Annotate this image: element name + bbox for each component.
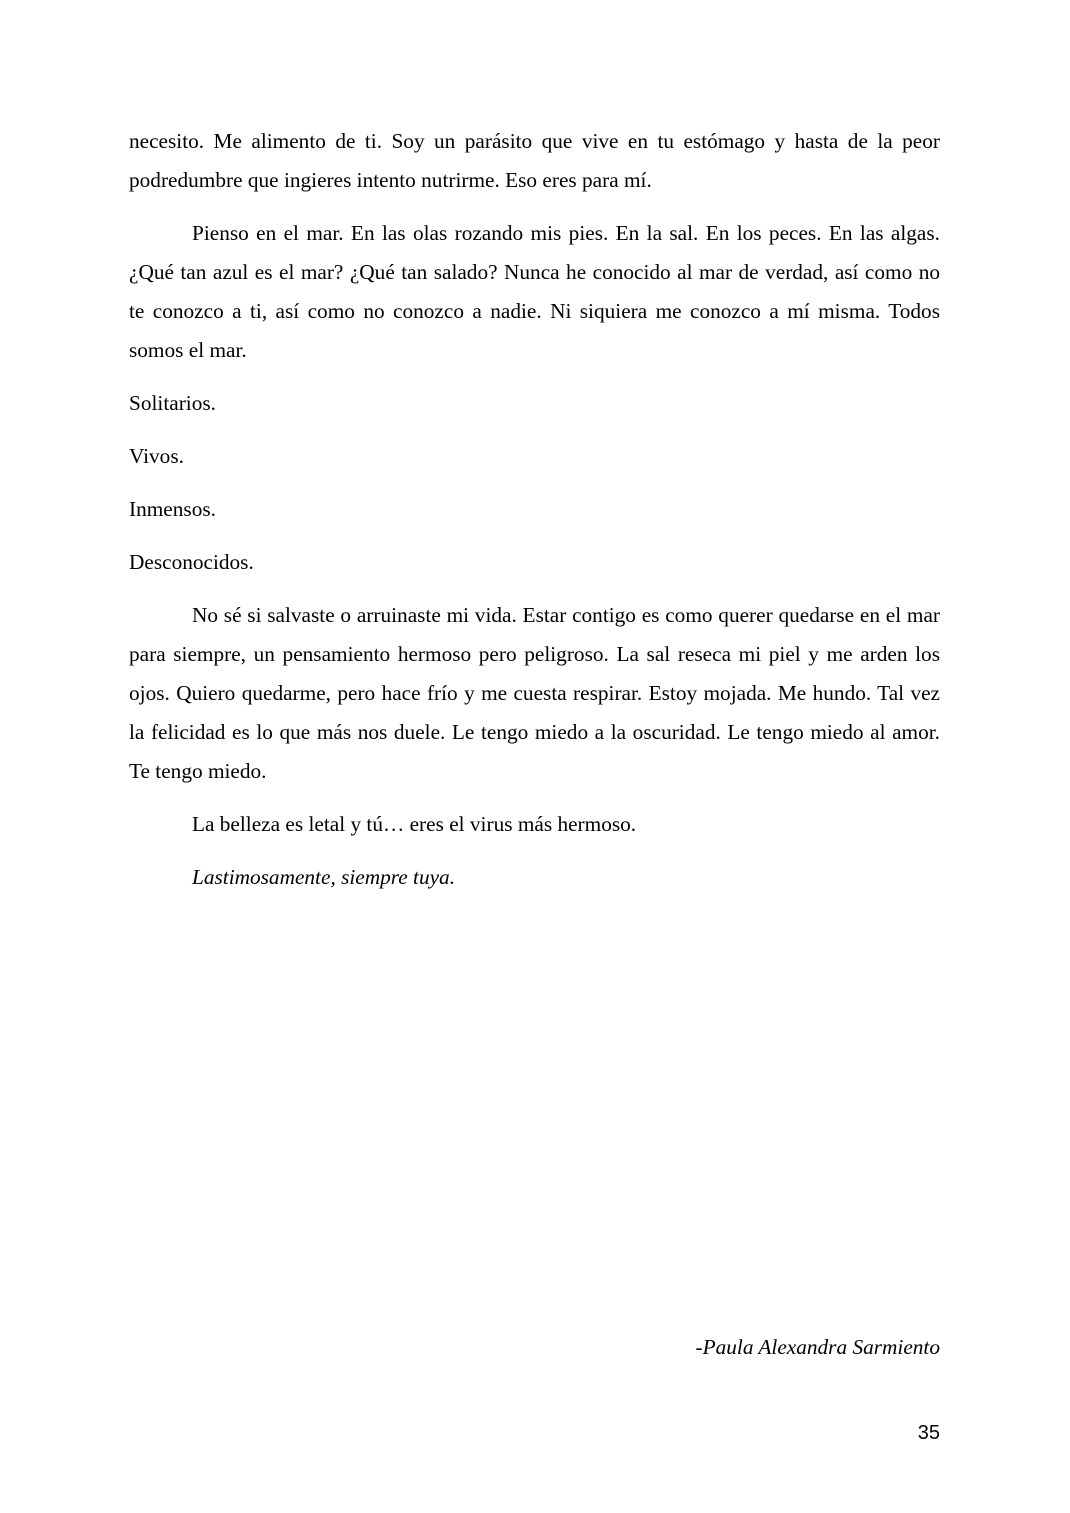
line-vivos: Vivos. [129, 444, 184, 468]
closing-line: Lastimosamente, siempre tuya. [192, 865, 456, 889]
paragraph-continuation: necesito. Me alimento de ti. Soy un parásito que vive en tu estómago y hasta de la peor podredumbre que ingieres intento nutrirme. Eso eres para mí. [129, 129, 940, 192]
paragraph-beauty: La belleza es letal y tú… eres el virus más hermoso. [192, 812, 637, 836]
body-text [129, 122, 940, 911]
paragraph-sea: Pienso en el mar. En las olas rozando mis pies. En la sal. En los peces. En las algas. ¿Qué tan azul es el mar? ¿Qué tan salado? Nunca he conocido al mar de verdad, así como no te conozco a ti, así como no conozco a nadie. Ni siquiera me conozco a mí misma. Todos somos el mar. [129, 221, 940, 362]
page-number: 35 [917, 1422, 940, 1444]
line-inmensos: Inmensos. [129, 497, 216, 521]
line-solitarios: Solitarios. [129, 391, 216, 415]
line-desconocidos: Desconocidos. [129, 550, 254, 574]
paragraph-fear: No sé si salvaste o arruinaste mi vida. Estar contigo es como querer quedarse en el mar para siempre, un pensamiento hermoso pero peligroso. La sal reseca mi piel y me arden los ojos. Quiero quedarme, pero hace frío y me cuesta respirar. Estoy mojada. Me hundo. Tal vez la felicidad es lo que más nos duele. Le tengo miedo a la oscuridad. Le tengo miedo al amor. Te tengo miedo. [129, 603, 940, 783]
author-signature: -Paula Alexandra Sarmiento [695, 1335, 940, 1359]
